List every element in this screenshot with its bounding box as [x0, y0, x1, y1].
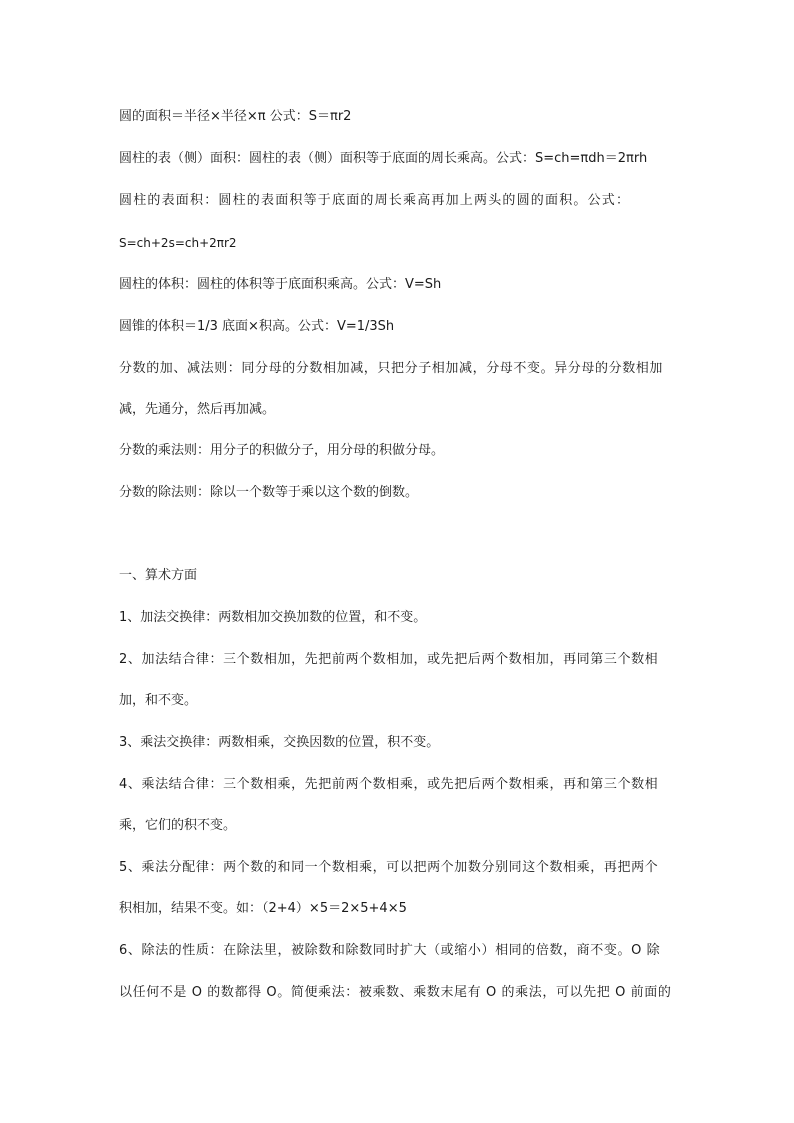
cylinder-volume-formula: 圆柱的体积：圆柱的体积等于底面积乘高。公式：V=Sh	[119, 277, 442, 292]
cylinder-surface-area-text: 圆柱的表面积：圆柱的表面积等于底面的周长乘高再加上两头的圆的面积。公式：	[119, 193, 631, 208]
rule-6-division-property-cont: 以任何不是 O 的数都得 O。简便乘法：被乘数、乘数末尾有 O 的乘法，可以先把 O 前面的	[119, 985, 672, 1000]
rule-3-multiplication-commutative: 3、乘法交换律：两数相乘，交换因数的位置，积不变。	[119, 735, 440, 750]
fraction-divide-rule: 分数的除法则：除以一个数等于乘以这个数的倒数。	[119, 485, 419, 500]
cylinder-lateral-area-formula: 圆柱的表（侧）面积：圆柱的表（侧）面积等于底面的周长乘高。公式：S=ch=πdh＝2πrh	[119, 151, 648, 166]
circle-area-formula: 圆的面积＝半径×半径×π 公式：S＝πr2	[119, 109, 352, 124]
rule-6-division-property: 6、除法的性质：在除法里，被除数和除数同时扩大（或缩小）相同的倍数，商不变。O 除	[119, 943, 661, 958]
rule-4-multiplication-associative-cont: 乘，它们的积不变。	[119, 818, 237, 833]
fraction-add-subtract-rule: 分数的加、减法则：同分母的分数相加减，只把分子相加减，分母不变。异分母的分数相加	[119, 361, 664, 376]
cone-volume-formula: 圆锥的体积＝1/3 底面×积高。公式：V=1/3Sh	[119, 319, 395, 334]
cylinder-surface-area-formula: S=ch+2s=ch+2πr2	[119, 236, 237, 250]
section-heading-arithmetic: 一、算术方面	[119, 568, 198, 583]
rule-2-addition-associative-cont: 加，和不变。	[119, 693, 198, 708]
rule-1-addition-commutative: 1、加法交换律：两数相加交换加数的位置，和不变。	[119, 610, 427, 625]
rule-5-distributive-cont: 积相加，结果不变。如：（2+4）×5＝2×5+4×5	[119, 901, 407, 916]
rule-4-multiplication-associative: 4、乘法结合律：三个数相乘，先把前两个数相乘，或先把后两个数相乘，再和第三个数相	[119, 777, 659, 792]
rule-2-addition-associative: 2、加法结合律：三个数相加，先把前两个数相加，或先把后两个数相加，再同第三个数相	[119, 652, 659, 667]
fraction-add-subtract-rule-cont: 减，先通分，然后再加减。	[119, 402, 276, 417]
fraction-multiply-rule: 分数的乘法则：用分子的积做分子，用分母的积做分母。	[119, 443, 445, 458]
rule-5-distributive: 5、乘法分配律：两个数的和同一个数相乘，可以把两个加数分别同这个数相乘，再把两个	[119, 860, 659, 875]
